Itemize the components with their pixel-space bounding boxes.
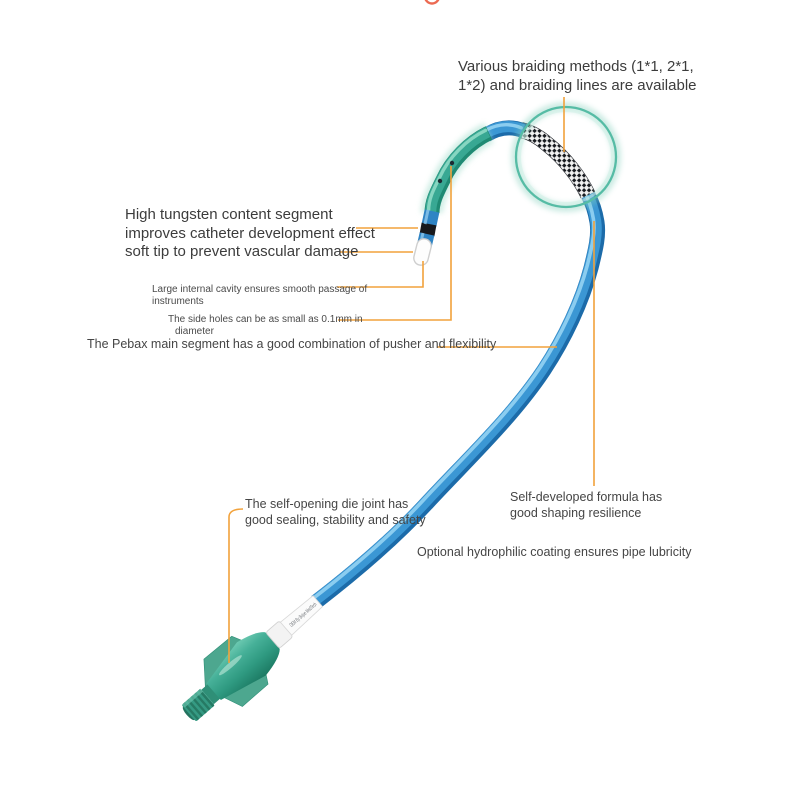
label-hydrophilic-coating: [417, 544, 691, 560]
label-line: instruments: [152, 295, 204, 307]
label-shaping-formula: [510, 489, 662, 521]
label-line: The Pebax main segment has a good combination of pusher and flexibility: [87, 337, 497, 351]
label-internal-cavity: [152, 284, 367, 307]
label-line: improves catheter development effect: [125, 224, 375, 242]
label-pebax-segment: [87, 336, 496, 352]
label-line: Self-developed formula has: [510, 490, 663, 504]
label-side-holes: [168, 314, 363, 337]
braided-segment: [521, 130, 588, 195]
label-line: Various braiding methods (1*1, 2*1,: [458, 58, 694, 75]
side-hole: [438, 179, 442, 183]
label-line: The self-opening die joint has: [245, 497, 409, 511]
top-crop-mark: [425, 0, 439, 4]
label-line: soft tip to prevent vascular damage: [125, 243, 359, 260]
label-line: 1*2) and braiding lines are available: [458, 77, 697, 94]
radiopaque-band: [427, 224, 429, 235]
label-tungsten-segment: [125, 206, 375, 262]
hub-print-text: OEM By Bojue MedTech: [288, 584, 339, 629]
label-line: Large internal cavity ensures smooth passage of: [152, 284, 368, 295]
soft-tip: [421, 246, 424, 258]
label-die-joint: [245, 496, 426, 528]
label-line: High tungsten content segment: [125, 206, 333, 223]
label-line: Optional hydrophilic coating ensures pipe lubricity: [417, 545, 692, 559]
label-line: diameter: [175, 325, 214, 337]
label-line: The side holes can be as small as 0.1mm in: [168, 314, 363, 325]
label-braiding-methods: [458, 57, 697, 95]
label-line: good sealing, stability and safety: [245, 513, 426, 527]
side-hole: [450, 161, 454, 165]
hub-connector: [166, 578, 337, 738]
label-line: good shaping resilience: [510, 506, 642, 520]
